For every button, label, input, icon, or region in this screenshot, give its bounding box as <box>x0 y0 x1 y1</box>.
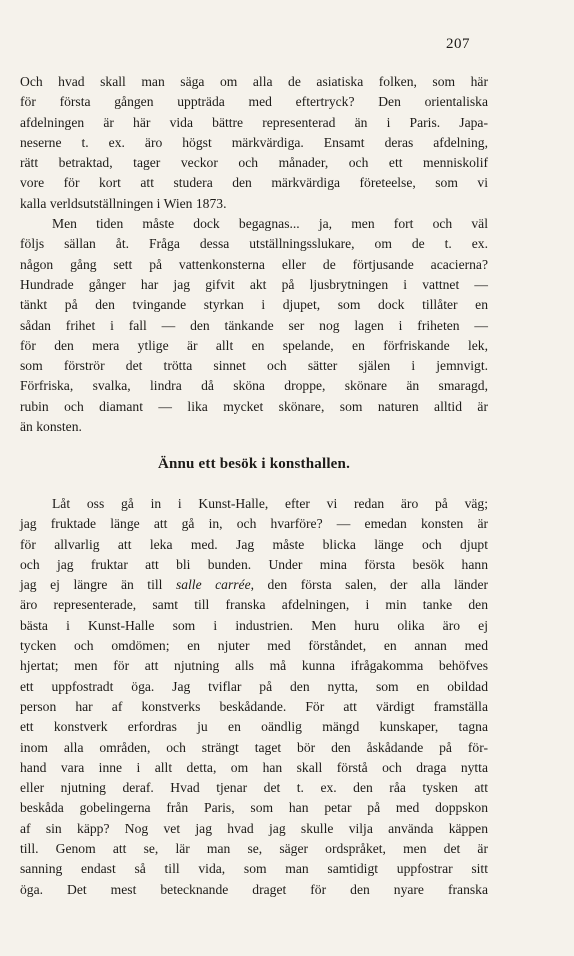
paragraph-section-1 <box>20 72 488 437</box>
text-line: ett konstverk erfordras ju en oändlig mängd kunskaper, tagna <box>20 719 488 735</box>
text-line: eller njutning deraf. Hvad tjenar det t. ex. den råa tysken att <box>20 780 488 796</box>
text-line: för första gången uppträda med eftertryck? Den orientaliska <box>20 94 488 110</box>
text-line: för allvarlig att leka med. Jag måste blicka länge och djupt <box>20 536 488 552</box>
text-line: beskåda gobelingerna från Paris, som han petar på med doppskon <box>20 800 488 816</box>
text-line: sådan frihet i fall — den tänkande ser nog lagen i friheten — <box>20 317 488 333</box>
text-line: Och hvad skall man säga om alla de asiatiska folken, som här <box>20 74 488 89</box>
text-line: hjertat; men för att njutning alls må kunna ifrågakomma behöfves <box>20 658 488 674</box>
text-line: af sin käpp? Nog vet jag hvad jag skulle vilja använda käppen <box>20 820 488 836</box>
text-line: hand vara inne i allt detta, om han skall förstå och draga nytta <box>20 759 488 775</box>
text-line: någon gång sett på vattenkonsterna eller de förtjusande acacierna? <box>20 256 488 272</box>
text-line: än konsten. <box>20 419 82 435</box>
text-line: Men tiden måste dock begagnas... ja, men fort och väl <box>52 216 488 232</box>
text-line: som förströr det trötta sinnet och sätter själen i jemnvigt. <box>20 358 488 374</box>
text-line: rubin och diamant — lika mycket skönare, som naturen alltid är <box>20 398 488 414</box>
text-segment: jag ej längre än till <box>20 577 176 593</box>
text-line: vore för kort att studera den märkvärdiga företeelse, som vi <box>20 175 488 191</box>
text-line: och jag fruktar att bli bunden. Under mina första besök hann <box>20 556 488 572</box>
text-line-with-italic <box>20 575 488 595</box>
text-line: ett uppfostradt öga. Jag tviflar på den nytta, som en obildad <box>20 678 488 694</box>
section-heading: Ännu ett besök i konsthallen. <box>157 456 351 472</box>
text-line: för den mera ytlige är allt en spelande, en förfriskande lek, <box>20 337 488 353</box>
page-number: 207 <box>446 36 470 52</box>
text-line: följs sällan åt. Fråga dessa utställningsslukare, om de t. ex. <box>20 236 488 252</box>
text-line: rätt betraktad, tager veckor och månader, och ett menniskolif <box>20 155 488 171</box>
text-line: sanning endast så till vida, som man samtidigt uppfostrar sitt <box>20 861 488 877</box>
text-line: person har af konstverks beskådande. För att värdigt framställa <box>20 698 488 714</box>
text-line: tänkt på den tvingande styrkan i djupet, som dock tillåter en <box>20 297 488 313</box>
text-line: Låt oss gå in i Kunst-Halle, efter vi redan äro på väg; <box>52 496 488 511</box>
text-line: jag fruktade länge att gå in, och hvarföre? — emedan konsten är <box>20 516 488 532</box>
text-line: öga. Det mest betecknande draget för den nyare franska <box>20 881 488 897</box>
text-line: afdelningen är här vida bättre representerad än i Paris. Japa- <box>20 114 488 130</box>
text-line: till. Genom att se, lär man se, säger ordspråket, men det är <box>20 841 488 857</box>
text-line: Förfriska, svalka, lindra då sköna droppe, skönare än smaragd, <box>20 378 488 394</box>
text-line: Hundrade gånger har jag gifvit akt på ljusbrytningen i vattnet — <box>20 276 488 292</box>
text-line: äro representerade, samt till franska afdelningen, i min tanke den <box>20 597 488 613</box>
text-line: tycken och omdömen; en njuter med förståndet, en annan med <box>20 638 488 654</box>
paragraph-section-2 <box>20 494 488 900</box>
text-line: kalla verldsutställningen i Wien 1873. <box>20 195 227 211</box>
text-line: neserne t. ex. äro högst märkvärdiga. Ensamt deras afdelning, <box>20 134 488 150</box>
text-line: inom alla områden, och strängt taget bör den åskådande på för- <box>20 739 488 755</box>
text-segment: , den första salen, der alla länder <box>250 577 489 593</box>
italic-phrase: salle carrée <box>175 577 251 593</box>
text-line: bästa i Kunst-Halle som i industrien. Men huru olika äro ej <box>20 617 488 633</box>
